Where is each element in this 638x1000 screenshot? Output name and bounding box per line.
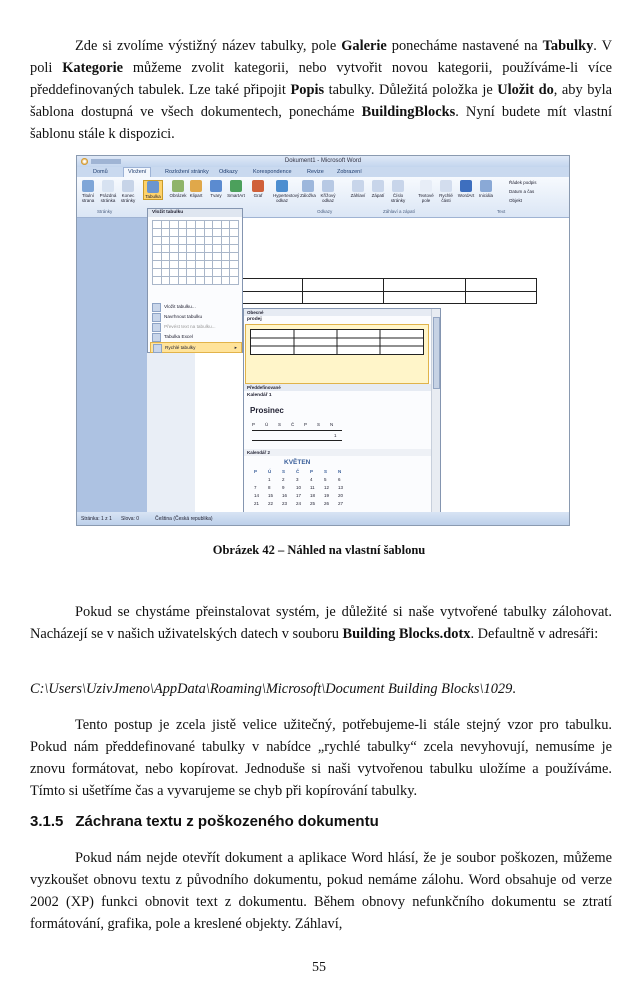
submenu-arrow-icon: ▸ — [234, 345, 237, 350]
ribbon-button-3 — [119, 180, 137, 203]
paragraph-intro — [30, 35, 612, 145]
menu-item-label: Rychlé tabulky — [165, 345, 196, 350]
text-run: Pokud se chystáme přeinstalovat systém, je důležité si naše vytvořené tabulky zálohovat. Nacházejí se v našich uživatelských datech v souboru — [30, 604, 612, 642]
calendar2-day: 11 — [310, 485, 315, 490]
ribbon-button-label: Graf — [253, 193, 263, 198]
ribbon-button-label: Hypertextový odkaz — [273, 193, 300, 203]
file-path — [30, 681, 516, 698]
calendar2-weekday: P — [310, 469, 314, 474]
calendar2-day: 19 — [324, 493, 330, 498]
calendar2-day: 27 — [338, 501, 344, 506]
bold-term: BuildingBlocks — [361, 104, 456, 120]
bold-term: Uložit do — [497, 82, 554, 98]
ribbon-button-icon — [210, 180, 222, 192]
gallery-section-general: Obecné — [244, 309, 433, 316]
ribbon-button-icon — [302, 180, 314, 192]
date-time-button: Datum a čas — [509, 189, 535, 194]
ribbon-button-icon — [460, 180, 472, 192]
table-col-line — [302, 278, 303, 304]
ribbon-button-19 — [477, 180, 495, 198]
calendar2-day: 21 — [254, 501, 260, 506]
ribbon-button-icon — [372, 180, 384, 192]
calendar2-day: 8 — [268, 485, 271, 490]
ribbon-button-icon — [172, 180, 184, 192]
menu-item-label: Převést text na tabulku... — [164, 324, 216, 329]
word-screenshot-figure — [76, 155, 570, 526]
ribbon-button-icon — [420, 180, 432, 192]
ribbon-button-13 — [349, 180, 367, 198]
ribbon-button-16 — [417, 180, 435, 203]
calendar2-day: 25 — [310, 501, 316, 506]
calendar2-weekday: S — [282, 469, 286, 474]
group-links-label: Odkazy — [317, 209, 333, 214]
calendar2-weekday: P — [254, 469, 258, 474]
calendar2-day: 20 — [338, 493, 344, 498]
ribbon-button-label: SmartArt — [227, 193, 245, 198]
calendar2-day: 15 — [268, 493, 274, 498]
ribbon-button-icon — [190, 180, 202, 192]
ribbon-button-11 — [299, 180, 317, 198]
calendar2-day: 9 — [282, 485, 285, 490]
ribbon-button-label: Textové pole — [418, 193, 434, 203]
paragraph-recovery — [30, 847, 612, 935]
insert-table-dropdown — [147, 208, 243, 353]
text-run: . Nyní budete mít vlastní šablonu stále k dispozici. — [30, 104, 612, 142]
text-run: tabulky. Důležitá položka je — [324, 82, 498, 98]
bold-term: Building Blocks.dotx — [342, 626, 471, 642]
tab-references: Odkazy — [219, 169, 238, 175]
bold-term: Kategorie — [62, 60, 123, 76]
calendar2-day: 12 — [324, 485, 330, 490]
ribbon-tabs — [77, 167, 569, 177]
ribbon-button-label: Tabulka — [145, 194, 161, 199]
ribbon-button-icon — [252, 180, 264, 192]
ribbon-button-label: Křížový odkaz — [320, 193, 336, 203]
document-table-row — [205, 278, 537, 292]
ribbon-button-icon — [102, 180, 114, 192]
window-title: Dokument1 - Microsoft Word — [284, 158, 362, 164]
text-run: . V poli — [30, 38, 613, 76]
document-table-row — [205, 291, 537, 304]
ribbon-button-8 — [227, 180, 245, 198]
menu-item-excel-table — [150, 332, 240, 341]
calendar2-day: 18 — [310, 493, 316, 498]
calendar1-weekday: P — [252, 422, 256, 427]
path-end: . — [512, 681, 516, 697]
ribbon-button-label: Obrázek — [169, 193, 187, 198]
ribbon-button-label: Záhlaví — [350, 193, 366, 198]
calendar2-day: 16 — [282, 493, 288, 498]
ribbon-button-label: Klipart — [189, 193, 203, 198]
ribbon-button-label: Titulní strana — [81, 193, 95, 203]
ribbon-button-1 — [79, 180, 97, 203]
ribbon-button-icon — [392, 180, 404, 192]
menu-item-draw-table — [150, 312, 240, 321]
menu-item-insert-table — [150, 302, 240, 311]
tab-view: Zobrazení — [337, 169, 362, 175]
menu-item-convert-text — [150, 322, 240, 331]
calendar2-day: 22 — [268, 501, 274, 506]
ribbon-button-9 — [249, 180, 267, 198]
ribbon-button-label: Tvary — [210, 193, 222, 198]
calendar1-weekday: S — [278, 422, 282, 427]
calendar2-day: 23 — [282, 501, 288, 506]
calendar2-weekday: N — [338, 469, 342, 474]
tab-review: Revize — [307, 169, 324, 175]
window-titlebar — [77, 156, 569, 167]
ribbon-button-14 — [369, 180, 387, 198]
section-heading — [30, 813, 379, 830]
status-bar — [77, 512, 569, 525]
calendar1-rule — [252, 430, 342, 431]
ribbon-button-10 — [273, 180, 300, 203]
object-button: Objekt — [509, 198, 523, 203]
calendar2-day: 17 — [296, 493, 302, 498]
tab-page-layout: Rozložení stránky — [165, 169, 209, 175]
calendar2-day: 7 — [254, 485, 257, 490]
signature-line-button: Řádek podpis — [509, 180, 537, 185]
menu-item-label: Tabulka Excel — [164, 334, 193, 339]
ribbon-button-label: Prázdná stránka — [99, 193, 117, 203]
bold-term: Popis — [290, 82, 325, 98]
calendar2-weekday: Ú — [268, 469, 272, 474]
calendar1-weekday: P — [304, 422, 308, 427]
ribbon-button-label: Konec stránky — [120, 193, 136, 203]
ribbon-button-5 — [169, 180, 187, 198]
menu-item-label: Navrhnout tabulku — [164, 314, 203, 319]
menu-item-label: Vložit tabulku... — [164, 304, 196, 309]
calendar2-day: 6 — [338, 477, 341, 482]
group-text-label: Text — [497, 209, 506, 214]
ribbon-button-icon — [147, 181, 159, 193]
ribbon-button-6 — [187, 180, 205, 198]
workspace-left — [77, 218, 147, 512]
section-title: Záchrana textu z poškozeného dokumentu — [75, 813, 379, 830]
calendar2-day: 14 — [254, 493, 260, 498]
calendar2-day: 4 — [310, 477, 313, 482]
status-language: Čeština (Česká republika) — [155, 516, 213, 522]
ribbon-button-18 — [457, 180, 475, 198]
gallery-section-predefined: Předdefinované — [244, 384, 433, 391]
calendar2-weekday: Č — [296, 469, 300, 474]
ribbon-button-icon — [440, 180, 452, 192]
tab-mailings: Korespondence — [253, 169, 292, 175]
ribbon-button-15 — [389, 180, 407, 203]
tab-home: Domů — [93, 169, 108, 175]
calendar2-weekday: S — [324, 469, 328, 474]
ribbon-button-label: Zápatí — [371, 193, 385, 198]
ribbon-button-7 — [207, 180, 225, 198]
ribbon-button-icon — [230, 180, 242, 192]
calendar1-title: Kalendář 1 — [247, 393, 272, 398]
ribbon-button-icon — [352, 180, 364, 192]
calendar1-weekday: N — [330, 422, 334, 427]
calendar2-day: 2 — [282, 477, 285, 482]
calendar2-month: KVĚTEN — [284, 459, 311, 466]
ribbon-button-12 — [319, 180, 337, 203]
table-col-line — [465, 278, 466, 304]
calendar1-weekday: Ú — [265, 422, 269, 427]
group-pages-label: Stránky — [97, 209, 113, 214]
calendar2-day: 26 — [324, 501, 330, 506]
calendar1-rule — [252, 440, 342, 441]
ribbon-button-17 — [437, 180, 455, 203]
text-run: , aby byla šablona dostupná ve všech dokumentech, ponecháme — [30, 82, 613, 120]
tab-insert: Vložení — [123, 167, 151, 177]
text-run: Zde si zvolíme výstižný název tabulky, pole — [75, 38, 342, 54]
paragraph-backup — [30, 601, 612, 645]
calendar2-day: 1 — [268, 477, 271, 482]
calendar1-weekday: S — [317, 422, 321, 427]
paragraph-usefulness — [30, 714, 612, 802]
calendar1-day: 1 — [334, 433, 337, 438]
text-run: Tento postup je zcela jistě velice užitečný, potřebujeme-li stále stejný vzor pro tabulku. Pokud nám předdefinované tabulky v nabídce „rychlé tabulky“ zcela nevyhovují, nemusíme je znovu formátovat, nebo kopírovat. Jednoduše si naši vytvořenou tabulku uložíme a používáme. Tímto si ušetříme čas a vyvarujeme se chyb při kopírování tabulky. — [30, 717, 612, 799]
bold-term: Galerie — [341, 38, 387, 54]
text-run: Pokud nám nejde otevřít dokument a aplikace Word hlásí, že je soubor poškozen, můžeme vyzkoušet obnovu textu z původního dokumentu, pokud nemáme zálohu. Word obsahuje od verze 2002 (XP) funkci obnovit text z dokumentu. Během obnovy nefunkčního dokumentu se ztratí formátování, grafika, pole a kreslené objekty. Záhlaví, — [30, 850, 612, 932]
text-run: ponecháme nastavené na — [386, 38, 543, 54]
ribbon-button-label: Rychlé části — [439, 193, 453, 203]
scrollbar-thumb — [433, 317, 440, 389]
ribbon-button-icon — [82, 180, 94, 192]
ribbon-button-label: Záložka — [300, 193, 316, 198]
ribbon-button-label: Číslo stránky — [390, 193, 406, 203]
ribbon-button-icon — [322, 180, 334, 192]
calendar2-day: 10 — [296, 485, 302, 490]
ribbon-button-2 — [99, 180, 117, 203]
ribbon-button-icon — [276, 180, 288, 192]
text-run: můžeme zvolit kategorii, nebo vytvořit novou kategorii, používáme-li více předdefinovaných tabulek. Lze také připojit — [30, 60, 612, 98]
ribbon-button-label: Iniciála — [478, 193, 493, 198]
table-col-line — [383, 278, 384, 304]
figure-caption: Obrázek 42 – Náhled na vlastní šablonu — [212, 543, 426, 557]
bold-term: Tabulky — [542, 38, 594, 54]
calendar2-day: 5 — [324, 477, 327, 482]
ribbon-button-icon — [122, 180, 134, 192]
calendar2-day: 13 — [338, 485, 344, 490]
table-size-grid — [152, 220, 238, 284]
ribbon-button-4 — [143, 180, 163, 200]
insert-table-header: Vložit tabulku — [148, 209, 242, 217]
calendar1-month: Prosinec — [250, 406, 284, 415]
text-run: . Defaultně v adresáři: — [470, 626, 599, 642]
calendar1-weekday: Č — [291, 422, 295, 427]
section-number: 3.1.5 — [30, 813, 64, 830]
status-page: Stránka: 1 z 1 — [81, 516, 112, 522]
gallery-item-label: prodej — [247, 317, 262, 322]
ribbon-button-icon — [480, 180, 492, 192]
menu-item-quick-tables — [150, 342, 242, 353]
calendar2-day: 24 — [296, 501, 302, 506]
page-number: 55 — [312, 960, 326, 975]
ribbon-button-label: WordArt — [457, 193, 475, 198]
gallery-scrollbar — [431, 309, 440, 514]
calendar2-title: Kalendář 2 — [244, 449, 433, 456]
calendar2-day: 3 — [296, 477, 299, 482]
group-header-footer-label: Záhlaví a zápatí — [383, 209, 416, 214]
grid-cell — [229, 276, 239, 285]
gallery-table-preview — [250, 329, 424, 355]
status-words: Slova: 0 — [121, 516, 140, 522]
path-text: C:\Users\UzivJmeno\AppData\Roaming\Microsoft\Document Building Blocks\1029 — [30, 681, 513, 697]
quick-tables-gallery — [243, 308, 441, 525]
